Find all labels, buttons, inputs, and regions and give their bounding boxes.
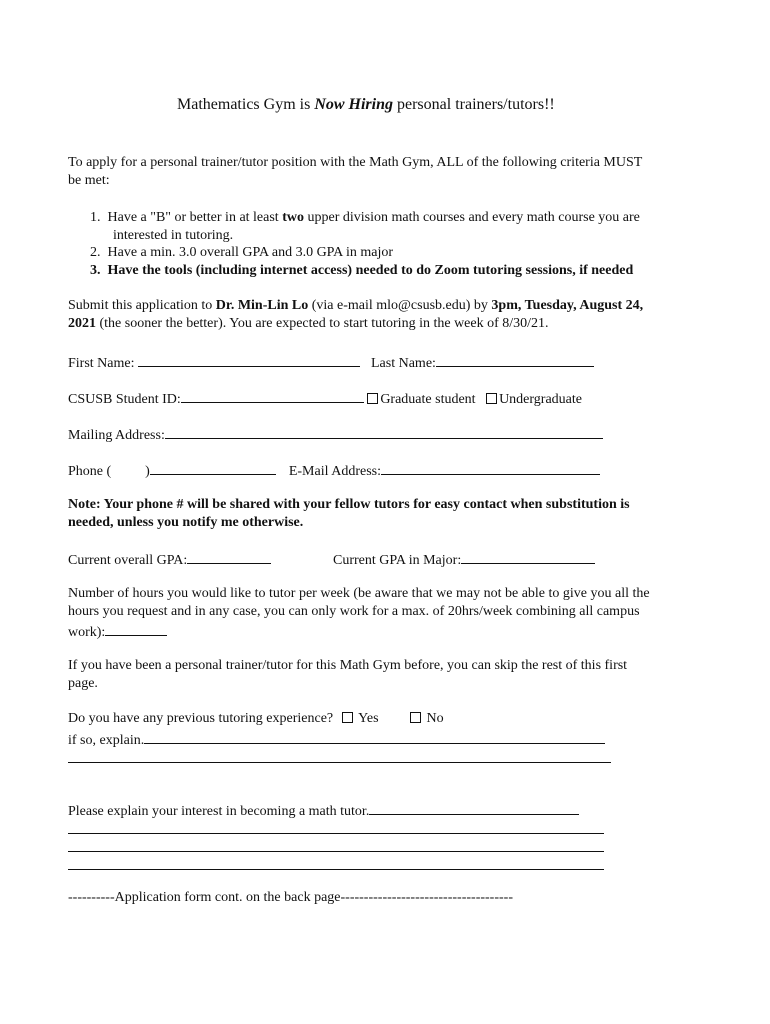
phone-area-code-field[interactable] [111, 461, 145, 475]
email-field[interactable] [381, 460, 600, 475]
email-label: E-Mail Address: [288, 464, 381, 479]
continuation-note: ----------Application form cont. on the back page------------------------------------- [68, 890, 513, 905]
interest-field[interactable] [369, 800, 579, 815]
major-gpa-label: Current GPA in Major: [333, 553, 462, 568]
last-name-label: Last Name: [371, 356, 436, 371]
student-id-row [68, 388, 582, 408]
experience-question: Do you have any previous tutoring experience? [68, 711, 334, 726]
submit-line-2 [68, 315, 549, 332]
graduate-checkbox[interactable] [367, 393, 378, 404]
hours-label: work): [68, 625, 106, 640]
intro-line-2: be met: [68, 173, 110, 188]
experience-yes-checkbox[interactable] [342, 712, 353, 723]
hours-line-1: Number of hours you would like to tutor per week (be aware that we may not be able to give you all the [68, 586, 650, 601]
submit-text-c: (the sooner the better). You are expected to start tutoring in the week of 8/30/21. [96, 316, 549, 331]
skip-line-2: page. [68, 676, 98, 691]
explain-field[interactable] [144, 729, 605, 744]
hours-field[interactable] [105, 621, 167, 636]
criteria-2-text: Have a min. 3.0 overall GPA and 3.0 GPA in major [107, 245, 394, 260]
criteria-1-text-b: upper division math courses and every math course you are [303, 210, 640, 225]
major-gpa-row [333, 549, 595, 569]
explain-row [68, 729, 605, 749]
first-name-label: First Name: [68, 356, 135, 371]
criteria-number-2: 2. [90, 245, 101, 260]
submit-deadline: 3pm, Tuesday, August 24, [491, 298, 644, 313]
submit-text-a: Submit this application to [68, 298, 216, 313]
note-line-2 [68, 514, 303, 531]
intro-line-1: To apply for a personal trainer/tutor position with the Math Gym, ALL of the following criteria MUST [68, 155, 643, 170]
interest-row [68, 800, 579, 820]
phone-number-field[interactable] [150, 460, 276, 475]
interest-field-line-3[interactable] [68, 851, 604, 852]
submit-line-1 [68, 297, 643, 314]
graduate-label: Graduate student [380, 392, 476, 407]
gpa-row [68, 549, 271, 569]
mailing-address-field[interactable] [165, 424, 603, 439]
page-title [177, 96, 555, 113]
title-pre: Mathematics Gym is [177, 96, 315, 113]
student-id-label: CSUSB Student ID: [68, 392, 181, 407]
hours-line-3 [68, 621, 167, 641]
phone-label: Phone ( [68, 464, 112, 479]
mailing-row [68, 424, 603, 444]
criteria-item-1 [90, 209, 640, 226]
experience-no-checkbox[interactable] [410, 712, 421, 723]
interest-field-line-2[interactable] [68, 833, 604, 834]
first-name-field[interactable] [138, 352, 360, 367]
criteria-1-line-2: interested in tutoring. [113, 228, 234, 243]
overall-gpa-field[interactable] [187, 549, 271, 564]
experience-row [68, 710, 444, 727]
submit-contact-name: Dr. Min-Lin Lo [215, 298, 309, 313]
criteria-number-1: 1. [90, 210, 101, 225]
experience-yes-label: Yes [358, 711, 379, 726]
criteria-3-text: Have the tools (including internet access) needed to do Zoom tutoring sessions, if needed [107, 263, 634, 278]
note-line-1 [68, 496, 630, 513]
note-text-1: Note: Your phone # will be shared with your fellow tutors for easy contact when substitution is [68, 497, 630, 512]
explain-field-line-2[interactable] [68, 762, 611, 763]
submit-text-b: (via e-mail mlo@csusb.edu) by [308, 298, 492, 313]
student-id-field[interactable] [181, 388, 364, 403]
criteria-item-2 [90, 244, 393, 261]
criteria-number-3: 3. [90, 263, 101, 278]
mailing-address-label: Mailing Address: [68, 428, 165, 443]
phone-close-paren: ) [145, 464, 150, 479]
major-gpa-field[interactable] [461, 549, 595, 564]
phone-email-row [68, 460, 600, 480]
interest-label: Please explain your interest in becoming a math tutor. [68, 804, 370, 819]
last-name-field[interactable] [436, 352, 594, 367]
undergraduate-checkbox[interactable] [486, 393, 497, 404]
criteria-1-text-a: Have a "B" or better in at least [107, 210, 283, 225]
title-post: personal trainers/tutors!! [393, 96, 555, 113]
criteria-item-3 [90, 262, 633, 279]
hours-line-2: hours you request and in any case, you can only work for a max. of 20hrs/week combining all campus [68, 604, 640, 619]
name-row [68, 352, 594, 372]
submit-year: 2021 [68, 316, 96, 331]
experience-no-label: No [426, 711, 444, 726]
explain-label: if so, explain. [68, 733, 145, 748]
title-emphasis: Now Hiring [314, 96, 393, 113]
interest-field-line-4[interactable] [68, 869, 604, 870]
undergraduate-label: Undergraduate [499, 392, 582, 407]
overall-gpa-label: Current overall GPA: [68, 553, 188, 568]
note-text-2: needed, unless you notify me otherwise. [68, 515, 304, 530]
skip-line-1: If you have been a personal trainer/tutor for this Math Gym before, you can skip the rest of this first [68, 658, 628, 673]
criteria-1-bold: two [282, 210, 304, 225]
